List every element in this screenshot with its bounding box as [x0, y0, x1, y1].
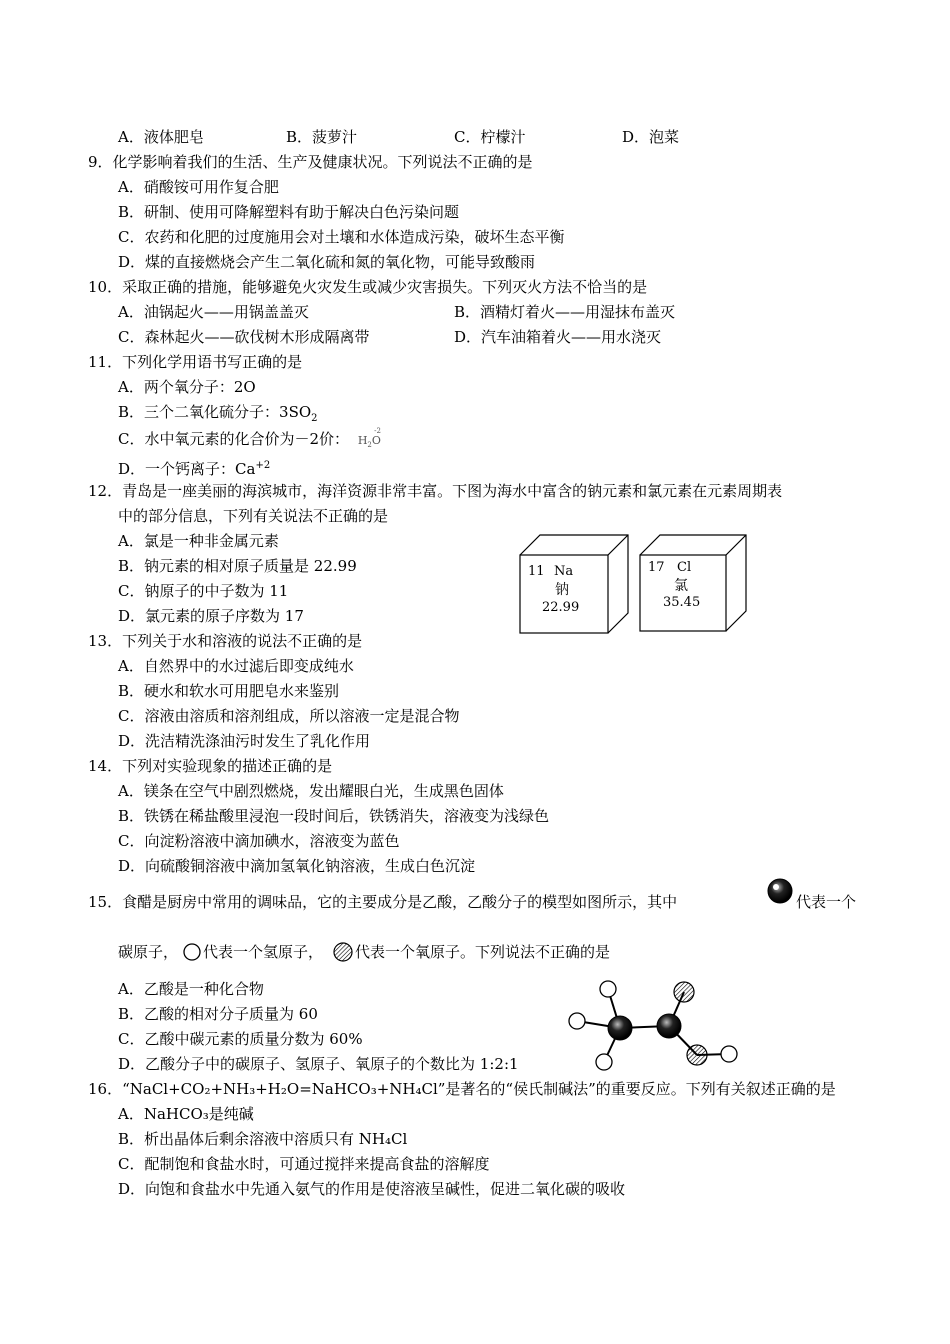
atom-h-bottom	[596, 1054, 612, 1070]
q12-stem-line1: 12．青岛是一座美丽的海滨城市，海洋资源非常丰富。下图为海水中富含的钠元素和氯元素在元素周期表	[88, 482, 783, 500]
q16-stem: 16．“NaCl+CO₂+NH₃+H₂O=NaHCO₃+NH₄Cl”是著名的“侯氏制碱法”的重要反应。下列有关叙述正确的是	[88, 1080, 836, 1098]
carbon-atom-icon	[766, 877, 794, 905]
q11-d-superscript: +2	[255, 460, 271, 471]
q13-option-d: D．洗洁精洗涤油污时发生了乳化作用	[118, 732, 371, 750]
q15-option-a: A．乙酸是一种化合物	[118, 980, 264, 998]
q11-c-valence: -2	[374, 427, 381, 435]
q15-stem-line1-tail: 代表一个	[796, 893, 857, 911]
q11-option-d	[118, 456, 270, 479]
q13-option-a: A．自然界中的水过滤后即变成纯水	[118, 657, 354, 675]
q8-option-a: A．液体肥皂	[118, 128, 204, 146]
q9-option-c: C．农药和化肥的过度施用会对土壤和水体造成污染，破坏生态平衡	[118, 228, 565, 246]
q15-stem2-hydrogen: 代表一个氢原子，	[203, 943, 324, 961]
na-name: 钠	[555, 582, 569, 598]
na-card-shape	[520, 535, 628, 633]
q12-option-a: A．氯是一种非金属元素	[118, 532, 279, 550]
atom-h-acid	[721, 1046, 737, 1062]
q14-option-b: B．铁锈在稀盐酸里浸泡一段时间后，铁锈消失，溶液变为浅绿色	[118, 807, 550, 825]
hydrogen-atom-icon	[182, 942, 202, 962]
q12-option-d: D．氯元素的原子序数为 17	[118, 607, 304, 625]
atom-o-single	[687, 1045, 707, 1065]
q11-b-subscript: 2	[311, 413, 318, 424]
q16-option-a: A．NaHCO₃是纯碱	[118, 1105, 254, 1123]
element-cards-figure	[518, 533, 758, 635]
q15-stem-line1: 15．食醋是厨房中常用的调味品，它的主要成分是乙酸，乙酸分子的模型如图所示，其中	[88, 893, 678, 911]
cl-atomic-number: 17	[648, 560, 665, 575]
q9-option-d: D．煤的直接燃烧会产生二氧化硫和氮的氧化物，可能导致酸雨	[118, 253, 536, 271]
q15-option-b: B．乙酸的相对分子质量为 60	[118, 1005, 318, 1023]
q8-option-d: D．泡菜	[622, 128, 680, 146]
q10-option-a: A．油锅起火——用锅盖盖灭	[118, 303, 309, 321]
q15-stem2-carbon: 碳原子，	[118, 943, 179, 961]
q9-stem: 9．化学影响着我们的生活、生产及健康状况。下列说法不正确的是	[88, 153, 533, 171]
q12-option-b: B．钠元素的相对原子质量是 22.99	[118, 557, 357, 575]
q13-stem: 13．下列关于水和溶液的说法不正确的是	[88, 632, 363, 650]
q10-stem: 10．采取正确的措施，能够避免火灾发生或减少灾害损失。下列灭火方法不恰当的是	[88, 278, 648, 296]
q11-option-a: A．两个氧分子：2O	[118, 378, 256, 396]
atom-h-left	[569, 1013, 585, 1029]
q11-b-text: B．三个二氧化硫分子：3SO	[118, 403, 312, 421]
q16-option-d: D．向饱和食盐水中先通入氨气的作用是使溶液呈碱性，促进二氧化碳的吸收	[118, 1180, 626, 1198]
q13-option-b: B．硬水和软水可用肥皂水来鉴别	[118, 682, 340, 700]
q13-option-c: C．溶液由溶质和溶剂组成，所以溶液一定是混合物	[118, 707, 460, 725]
cl-name: 氯	[674, 578, 688, 594]
q10-option-d: D．汽车油箱着火——用水浇灭	[454, 328, 662, 346]
q8-option-c: C．柠檬汁	[454, 128, 526, 146]
q11-c-formula	[357, 427, 381, 455]
q11-option-c	[118, 429, 381, 455]
na-symbol: Na	[554, 564, 574, 579]
q15-stem2-oxygen: 代表一个氧原子。下列说法不正确的是	[355, 943, 611, 961]
q11-d-text: D．一个钙离子：Ca	[118, 460, 256, 478]
q9-option-a: A．硝酸铵可用作复合肥	[118, 178, 279, 196]
q12-stem-line2: 中的部分信息，下列有关说法不正确的是	[118, 507, 389, 525]
q15-option-c: C．乙酸中碳元素的质量分数为 60%	[118, 1030, 363, 1048]
atom-c-carboxyl	[657, 1014, 681, 1038]
q16-option-c: C．配制饱和食盐水时，可通过搅拌来提高食盐的溶解度	[118, 1155, 490, 1173]
q11-c-h-sub: 2	[367, 441, 372, 450]
atom-h-top	[600, 981, 616, 997]
na-atomic-number: 11	[528, 564, 545, 579]
q14-option-d: D．向硫酸铜溶液中滴加氢氧化钠溶液，生成白色沉淀	[118, 857, 476, 875]
atom-o-double	[674, 982, 694, 1002]
q10-option-b: B．酒精灯着火——用湿抹布盖灭	[454, 303, 676, 321]
na-mass: 22.99	[542, 600, 580, 615]
cl-mass: 35.45	[663, 595, 701, 610]
q11-option-b	[118, 402, 318, 429]
cl-symbol: Cl	[677, 560, 692, 575]
q10-option-c: C．森林起火——砍伐树木形成隔离带	[118, 328, 370, 346]
q11-c-h: H	[357, 434, 368, 447]
q14-stem: 14．下列对实验现象的描述正确的是	[88, 757, 333, 775]
acetic-acid-model	[560, 975, 750, 1075]
q12-option-c: C．钠原子的中子数为 11	[118, 582, 289, 600]
q16-option-b: B．析出晶体后剩余溶液中溶质只有 NH₄Cl	[118, 1130, 408, 1148]
q11-c-o: O	[371, 434, 381, 447]
q11-c-text: C．水中氧元素的化合价为－2价：	[118, 430, 350, 448]
cl-card-shape	[640, 535, 746, 631]
atom-c-methyl	[608, 1016, 632, 1040]
q15-option-d: D．乙酸分子中的碳原子、氢原子、氧原子的个数比为 1:2:1	[118, 1055, 519, 1073]
q14-option-a: A．镁条在空气中剧烈燃烧，发出耀眼白光，生成黑色固体	[118, 782, 504, 800]
q11-stem: 11．下列化学用语书写正确的是	[88, 353, 303, 371]
q8-option-b: B．菠萝汁	[286, 128, 358, 146]
oxygen-atom-icon	[332, 941, 354, 963]
q14-option-c: C．向淀粉溶液中滴加碘水，溶液变为蓝色	[118, 832, 400, 850]
q9-option-b: B．研制、使用可降解塑料有助于解决白色污染问题	[118, 203, 460, 221]
